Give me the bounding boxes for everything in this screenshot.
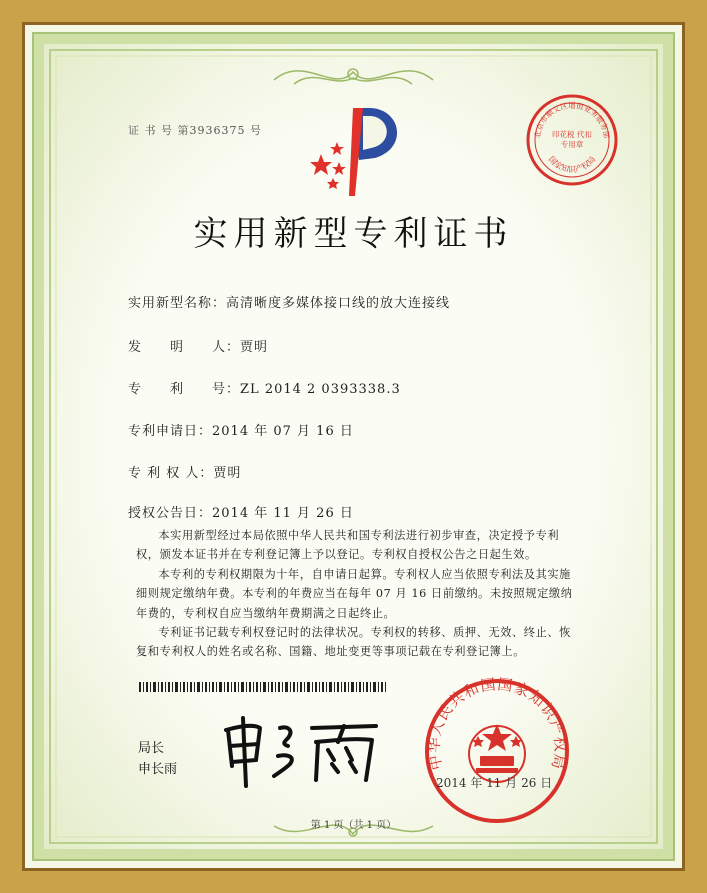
svg-text:国家知识产权局 — [547, 155, 598, 174]
field-label: 授权公告日： — [128, 506, 213, 521]
certificate-body — [136, 526, 576, 662]
field-value: 贾明 — [213, 466, 242, 481]
field-utility-model-name — [128, 292, 450, 311]
national-seal-ring-text: 中华人民共和国国家知识产权局 — [424, 676, 570, 772]
field-value: 2014 年 07 月 16 日 — [212, 424, 354, 439]
director-name: 申长雨 — [138, 762, 178, 777]
field-label: 专 利 权 人： — [128, 466, 214, 481]
field-label: 专 利 号： — [128, 382, 241, 397]
field-grant-date — [128, 502, 354, 521]
patent-office-logo — [309, 102, 419, 198]
field-patent-number — [128, 378, 401, 397]
body-paragraph: 专利证书记载专利权登记时的法律状况。专利权的转移、质押、无效、终止、恢复和专利权人的姓名或名称、国籍、地址变更等事项记载在专利登记簿上。 — [136, 626, 571, 659]
certificate-title: 实用新型专利证书 — [193, 214, 514, 254]
national-ip-office-seal — [422, 676, 572, 826]
tax-stamp-seal — [524, 92, 620, 188]
top-ornament — [274, 69, 433, 84]
seal-date: 2014 年 11 月 26 日 — [436, 776, 553, 790]
field-inventor — [128, 336, 268, 355]
field-value: 高清晰度多媒体接口线的放大连接线 — [226, 296, 451, 311]
tax-seal-center-text: 印花税 代扣专用章 — [552, 130, 592, 149]
field-value: 贾明 — [240, 340, 269, 355]
director-signature — [216, 716, 386, 788]
certificate-number: 证 书 号 第3936375 号 — [128, 124, 262, 137]
field-value: ZL 2014 2 0393338.3 — [240, 382, 401, 397]
field-application-date — [128, 420, 354, 439]
tax-seal-bottom-text: 国家知识产权局 — [546, 154, 598, 174]
director-block — [138, 738, 177, 780]
field-label: 发 明 人： — [128, 340, 241, 355]
field-patentee — [128, 462, 241, 481]
certificate-paper — [34, 34, 673, 859]
field-value: 2014 年 11 月 26 日 — [212, 506, 354, 521]
field-label: 实用新型名称： — [128, 296, 227, 311]
director-title: 局长 — [138, 741, 165, 756]
tax-seal-ring-text: 北京市顺义区增值业务服务部 — [532, 101, 612, 139]
body-paragraph: 本专利的专利权期限为十年，自申请日起算。专利权人应当依照专利法及其实施细则规定缴纳年费。本专利的年费应当在每年 07 月 16 日前缴纳。未按照规定缴纳年费的，专利权自应当缴纳年费期满之日起终止。 — [136, 567, 573, 620]
body-paragraph: 本实用新型经过本局依照中华人民共和国专利法进行初步审查，决定授予专利权，颁发本证书并在专利登记簿上予以登记。专利权自授权公告之日起生效。 — [136, 529, 560, 562]
page-number: 第 1 页（共 1 页） — [310, 820, 397, 831]
field-label: 专利申请日： — [128, 424, 213, 439]
barcode — [139, 682, 389, 692]
